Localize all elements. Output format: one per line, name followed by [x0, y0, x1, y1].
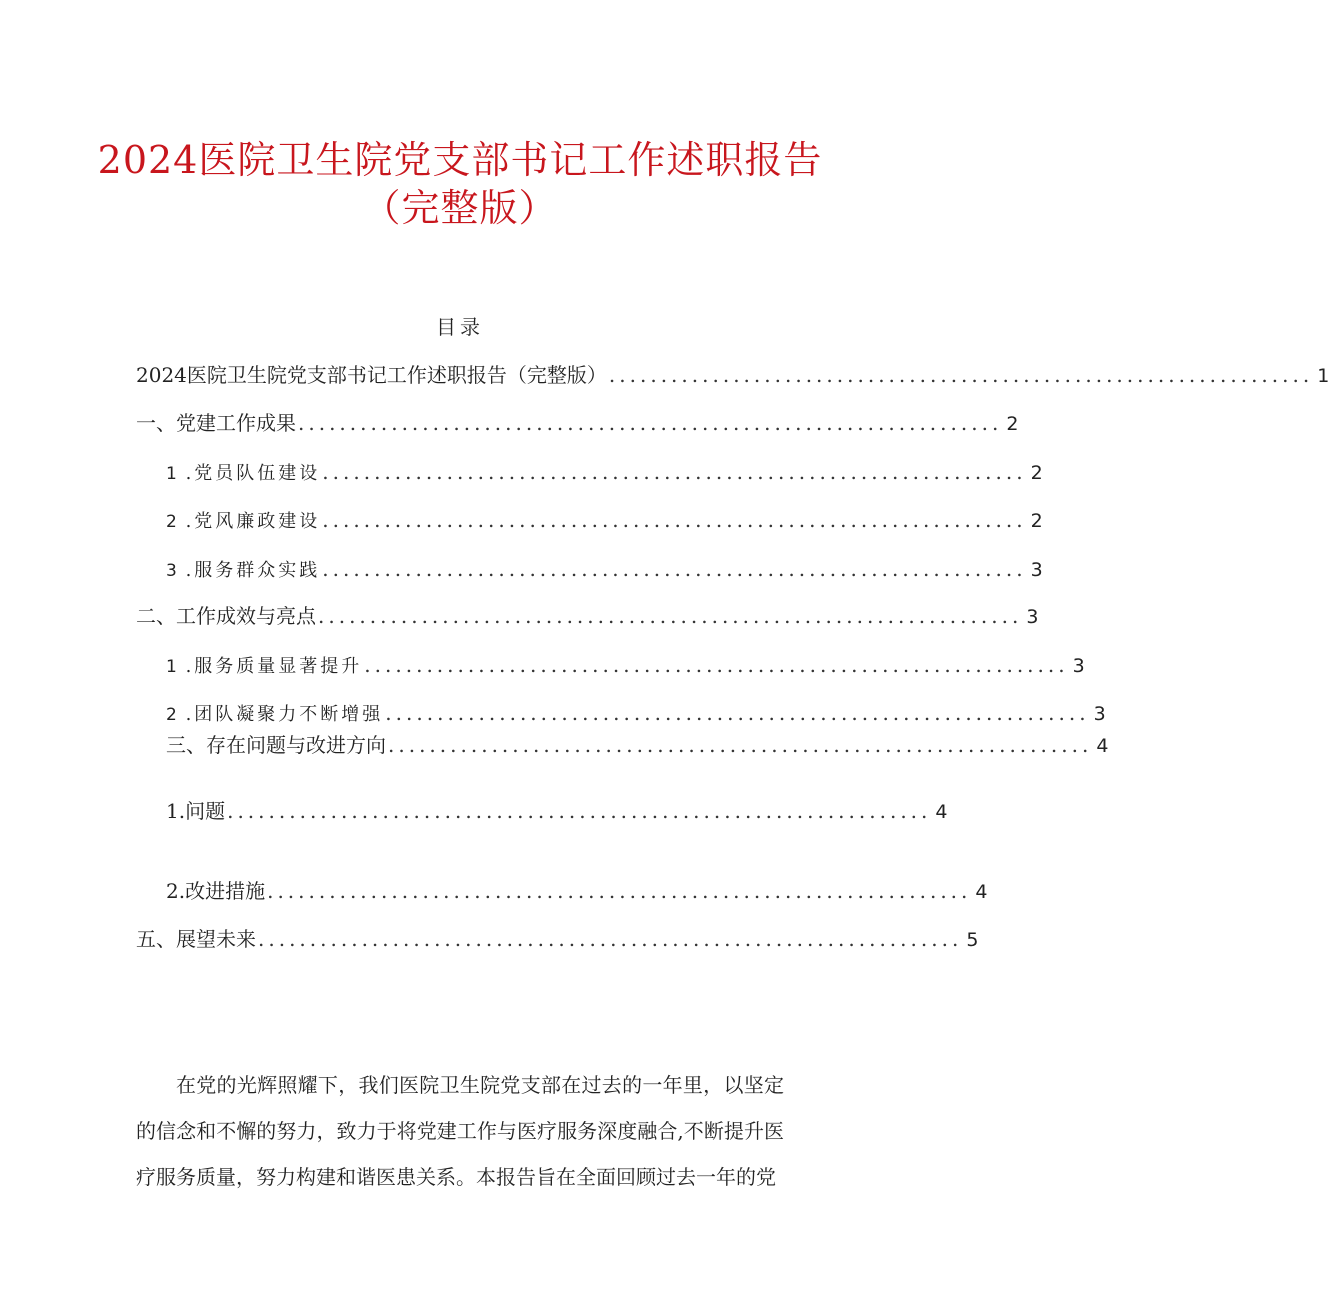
- toc-entry[interactable]: [166, 457, 1043, 487]
- toc-dot-leader: ....................................................................: [298, 411, 1003, 435]
- toc-entry-label: 2.改进措施: [166, 879, 266, 903]
- toc-dot-leader: ....................................................................: [322, 460, 1027, 484]
- document-title-line-2: （完整版）: [362, 186, 558, 230]
- toc-entry-page: 2: [1030, 462, 1043, 484]
- intro-paragraph: 在党的光辉照耀下，我们医院卫生院党支部在过去的一年里，以坚定的信念和不懈的努力，致力于将党建工作与医疗服务深度融合,不断提升医疗服务质量，努力构建和谐医患关系。本报告旨在全面回顾过去一年的党: [136, 1073, 784, 1189]
- toc-entry-label: 2024医院卫生院党支部书记工作述职报告（完整版）: [136, 363, 607, 387]
- toc-entry-text: .服务质量显著提升: [185, 656, 363, 677]
- toc-dot-leader: ....................................................................: [227, 799, 932, 823]
- toc-entry-number: 1: [166, 464, 177, 484]
- toc-entry[interactable]: [166, 876, 988, 906]
- toc-dot-leader: ....................................................................: [267, 879, 972, 903]
- toc-dot-leader: ....................................................................: [322, 557, 1027, 581]
- toc-entry[interactable]: [166, 554, 1043, 584]
- toc-entry-text: .团队凝聚力不断增强: [185, 704, 384, 725]
- toc-entry[interactable]: [166, 650, 1085, 680]
- toc-entry-label: [166, 459, 320, 489]
- toc-entry-page: 3: [1072, 655, 1085, 677]
- toc-entry-text: .党员队伍建设: [185, 463, 321, 484]
- document-title-line-1: 2024医院卫生院党支部书记工作述职报告: [97, 138, 823, 182]
- toc-entry-label: 三、存在问题与改进方向: [166, 733, 386, 757]
- toc-entry-page: 1: [1317, 365, 1329, 387]
- toc-dot-leader: ....................................................................: [258, 927, 963, 951]
- toc-entry-page: 3: [1093, 703, 1106, 725]
- toc-entry-page: 4: [935, 801, 948, 823]
- toc-entry[interactable]: [136, 408, 1019, 438]
- toc-entry-label: [166, 507, 320, 537]
- toc-entry-label: 二、工作成效与亮点: [136, 604, 316, 628]
- toc-dot-leader: ....................................................................: [318, 604, 1023, 628]
- toc-dot-leader: ....................................................................: [385, 701, 1090, 725]
- toc-entry[interactable]: [166, 730, 1109, 760]
- toc-entry-label: 一、党建工作成果: [136, 411, 296, 435]
- toc-entry[interactable]: [136, 360, 1329, 390]
- toc-entry-text: .党风廉政建设: [185, 511, 321, 532]
- toc-entry-page: 5: [966, 929, 979, 951]
- toc-entry[interactable]: [136, 601, 1039, 631]
- toc-entry[interactable]: [166, 796, 948, 826]
- toc-entry-number: 1: [166, 657, 177, 677]
- toc-entry-label: [166, 652, 362, 682]
- toc-entry-label: [166, 700, 383, 730]
- toc-entry-page: 3: [1030, 559, 1043, 581]
- toc-entry-label: [166, 556, 320, 586]
- toc-entry-page: 2: [1006, 413, 1019, 435]
- toc-entry-number: 2: [166, 705, 177, 725]
- toc-entry-label: 五、展望未来: [136, 927, 256, 951]
- toc-entry-number: 2: [166, 512, 177, 532]
- toc-entry[interactable]: [166, 698, 1106, 728]
- toc-entry[interactable]: [166, 505, 1043, 535]
- toc-entry-page: 4: [1096, 735, 1109, 757]
- toc-entry-text: .服务群众实践: [185, 560, 321, 581]
- intro-section: [136, 1062, 784, 1200]
- toc-entry-number: 3: [166, 561, 177, 581]
- toc-dot-leader: ....................................................................: [364, 653, 1069, 677]
- toc-dot-leader: ....................................................................: [388, 733, 1093, 757]
- toc-entry-page: 3: [1026, 606, 1039, 628]
- toc-dot-leader: ....................................................................: [608, 363, 1314, 387]
- toc-dot-leader: ....................................................................: [322, 508, 1027, 532]
- toc-entry-page: 2: [1030, 510, 1043, 532]
- toc-heading: 目录: [436, 315, 484, 339]
- toc-entry[interactable]: [136, 924, 979, 954]
- toc-entry-label: 1.问题: [166, 799, 226, 823]
- toc-entry-page: 4: [975, 881, 988, 903]
